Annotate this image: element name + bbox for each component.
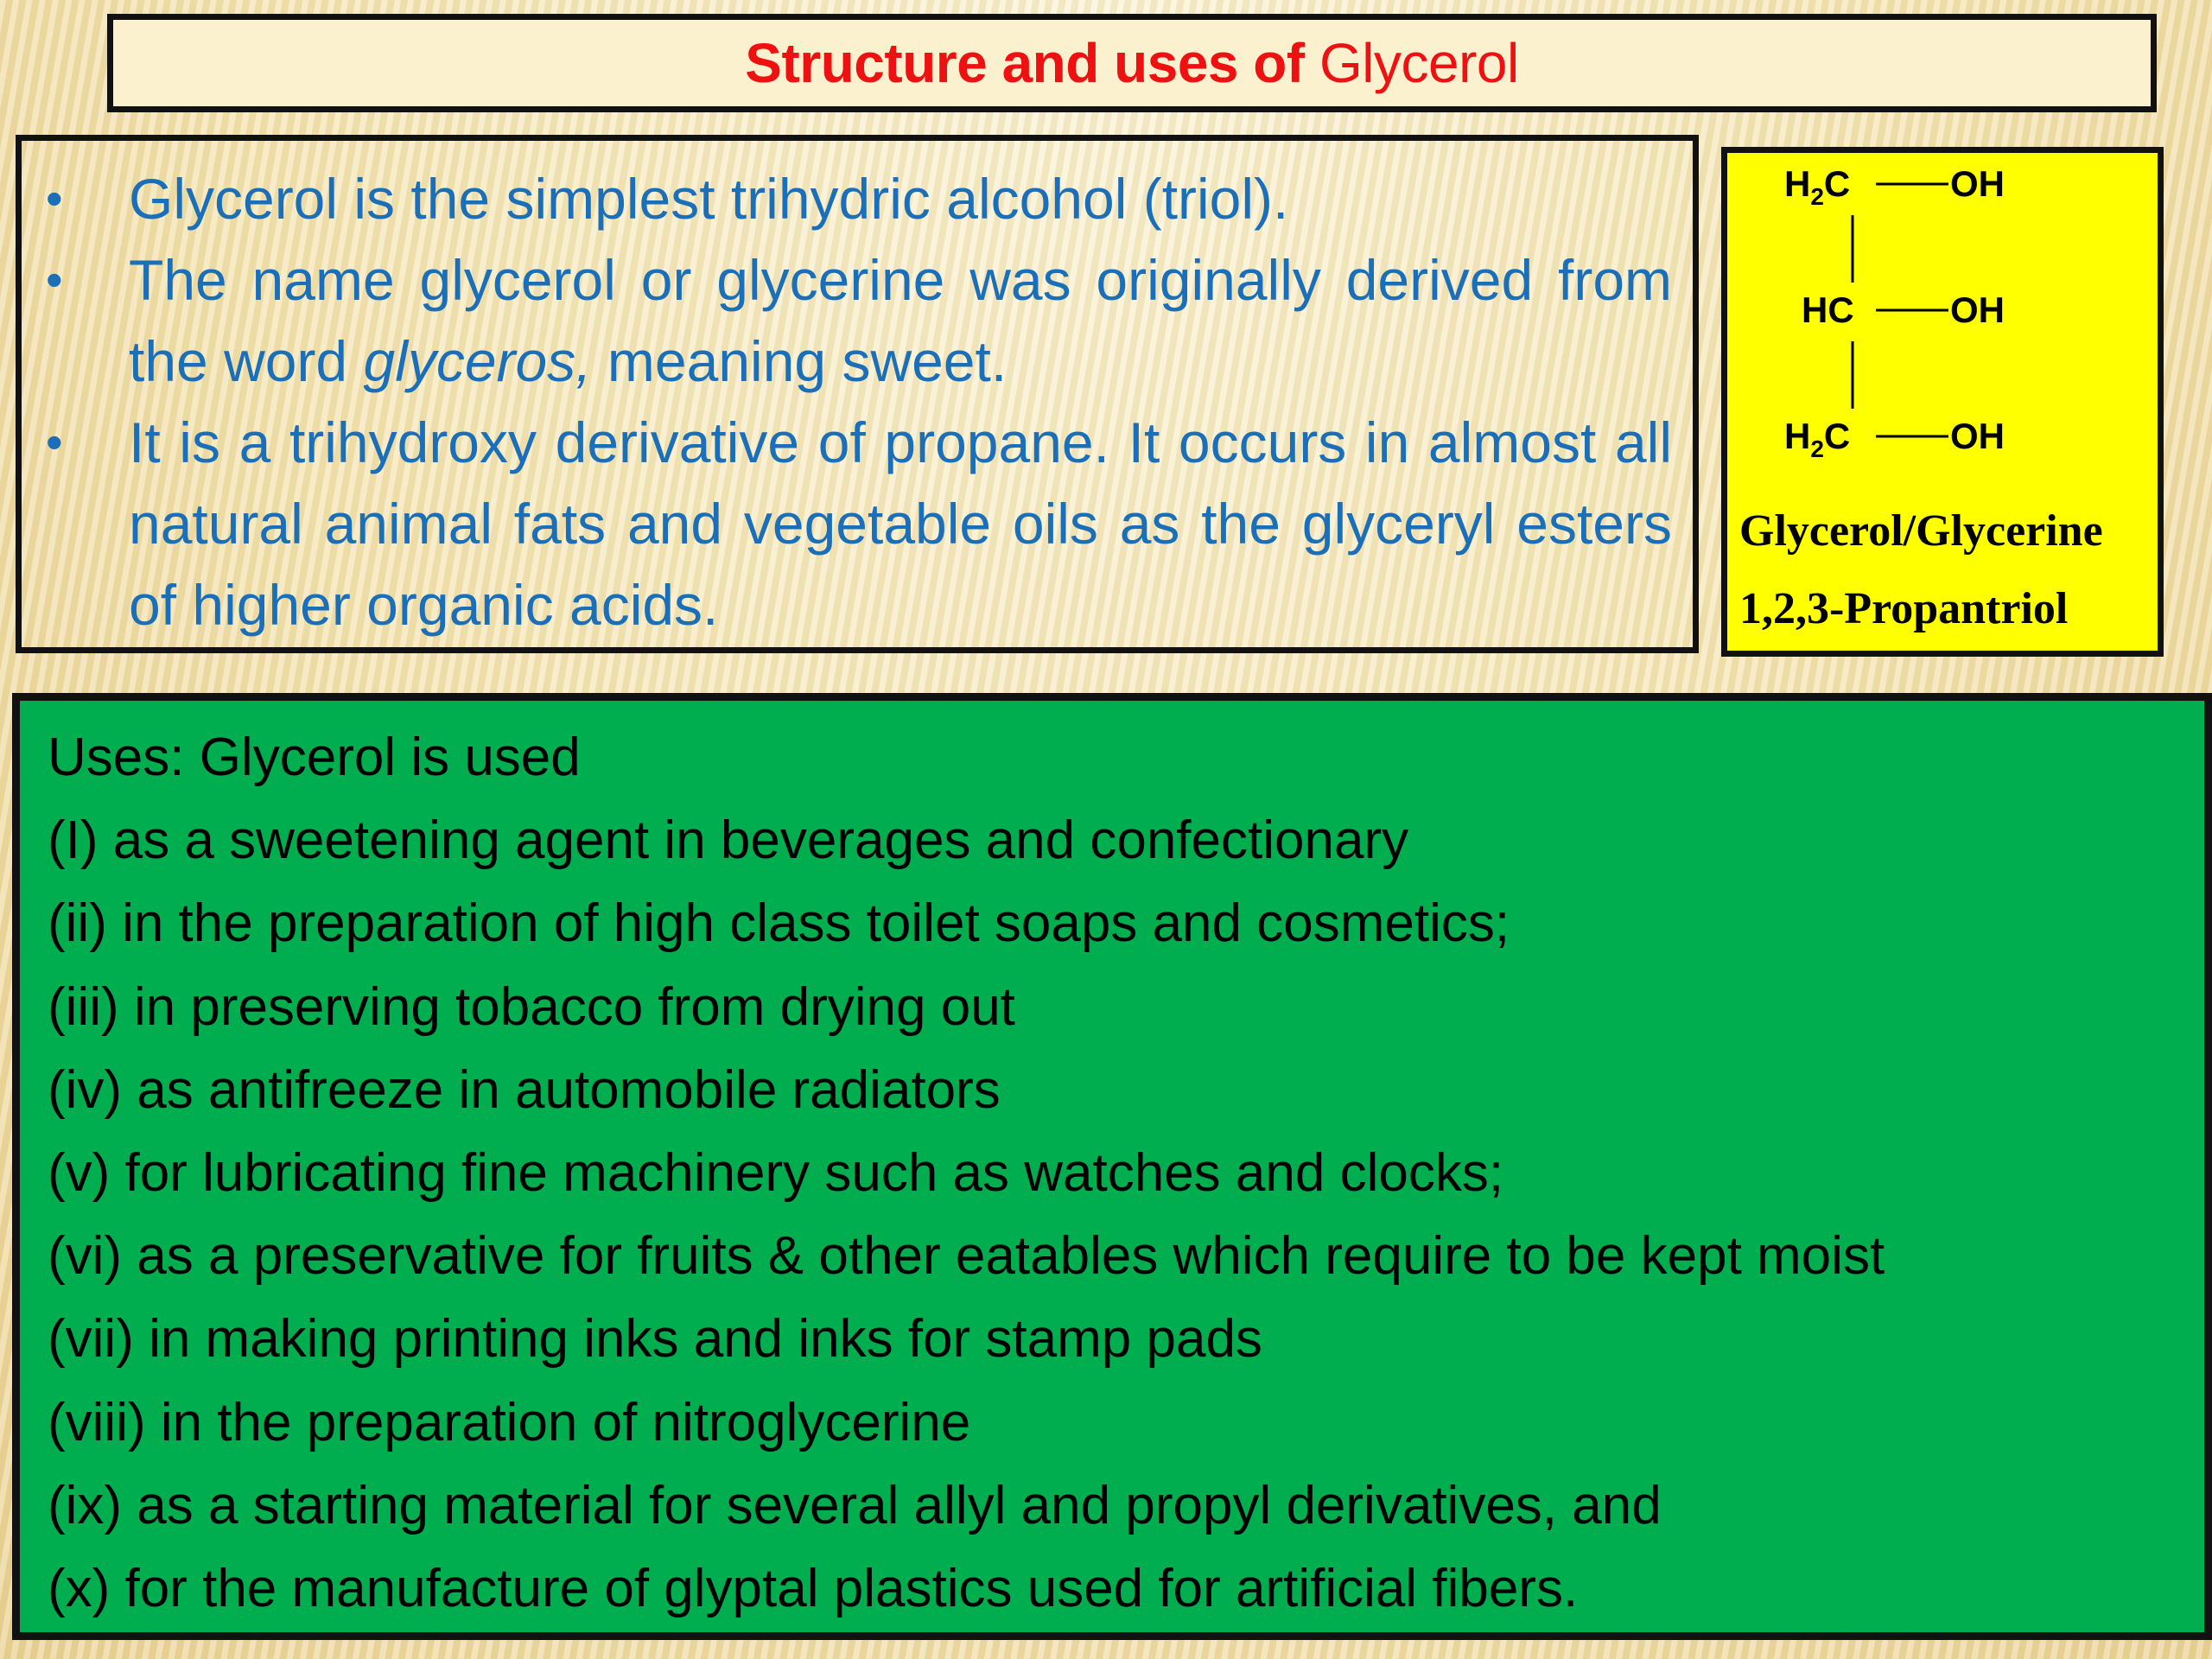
structure-iupac-name: 1,2,3-Propantriol xyxy=(1739,584,2069,633)
structure-row-2-right: OH xyxy=(1950,289,2005,330)
uses-box xyxy=(12,693,2212,1640)
bullet-icon: • xyxy=(46,415,63,469)
intro-bullet-2-text-before: The name glycerol or glycerine was originally derived from the word xyxy=(129,248,1672,393)
intro-bullet-2 xyxy=(22,239,1672,402)
glycerol-structure-box xyxy=(1721,147,2164,657)
structure-row-1-left: $H_2C$ xyxy=(1784,163,1851,210)
intro-bullet-3-text: It is a trihydroxy derivative of propane. It occurs in almost all natural animal fats and vegetable oils as the glyceryl esters of higher organic acids. xyxy=(129,410,1672,637)
structure-row-1-right: OH xyxy=(1950,163,2005,204)
intro-bullet-2-italic: glyceros, xyxy=(363,329,592,393)
bullet-icon: • xyxy=(46,252,63,307)
uses-item: (x) for the manufacture of glyptal plastics used for artificial fibers. xyxy=(48,1559,1579,1619)
uses-item: (ix) as a starting material for several allyl and propyl derivatives, and xyxy=(48,1475,1662,1535)
uses-item: (vi) as a preservative for fruits & other eatables which require to be kept moist xyxy=(48,1226,1885,1287)
intro-bullet-3 xyxy=(22,402,1672,645)
intro-bullet-2-text-after: meaning sweet. xyxy=(591,329,1007,393)
title-box xyxy=(107,14,2157,112)
uses-item: (vii) in making printing inks and inks for stamp pads xyxy=(48,1309,1262,1370)
uses-heading: Uses: Glycerol is used xyxy=(48,728,581,787)
bullet-icon: • xyxy=(46,171,63,226)
uses-item: (iv) as antifreeze in automobile radiators xyxy=(48,1059,1001,1120)
structure-row-3-left: $H_2C$ xyxy=(1784,416,1851,462)
structure-common-name: Glycerol/Glycerine xyxy=(1739,506,2103,556)
structure-row-3-right: OH xyxy=(1950,416,2005,456)
intro-bullet-1 xyxy=(22,158,1672,239)
structure-row-2-left: HC xyxy=(1802,289,1854,330)
uses-item: (iii) in preserving tobacco from drying out xyxy=(48,976,1015,1037)
title-normal-part: Glycerol xyxy=(1319,32,1519,94)
slide-title xyxy=(745,31,1518,95)
uses-item: (ii) in the preparation of high class toilet soaps and cosmetics; xyxy=(48,893,1510,954)
intro-bullet-1-text: Glycerol is the simplest trihydric alcohol (triol). xyxy=(129,167,1289,231)
uses-item: (viii) in the preparation of nitroglycerine xyxy=(48,1392,971,1452)
uses-item: (I) as a sweetening agent in beverages and confectionary xyxy=(48,810,1409,871)
glycerol-structure-diagram xyxy=(1727,153,2158,651)
title-bold-part: Structure and uses of xyxy=(745,32,1305,94)
intro-bullet-list xyxy=(22,158,1672,645)
uses-item: (v) for lubricating fine machinery such as watches and clocks; xyxy=(48,1143,1504,1204)
intro-box xyxy=(16,135,1699,653)
